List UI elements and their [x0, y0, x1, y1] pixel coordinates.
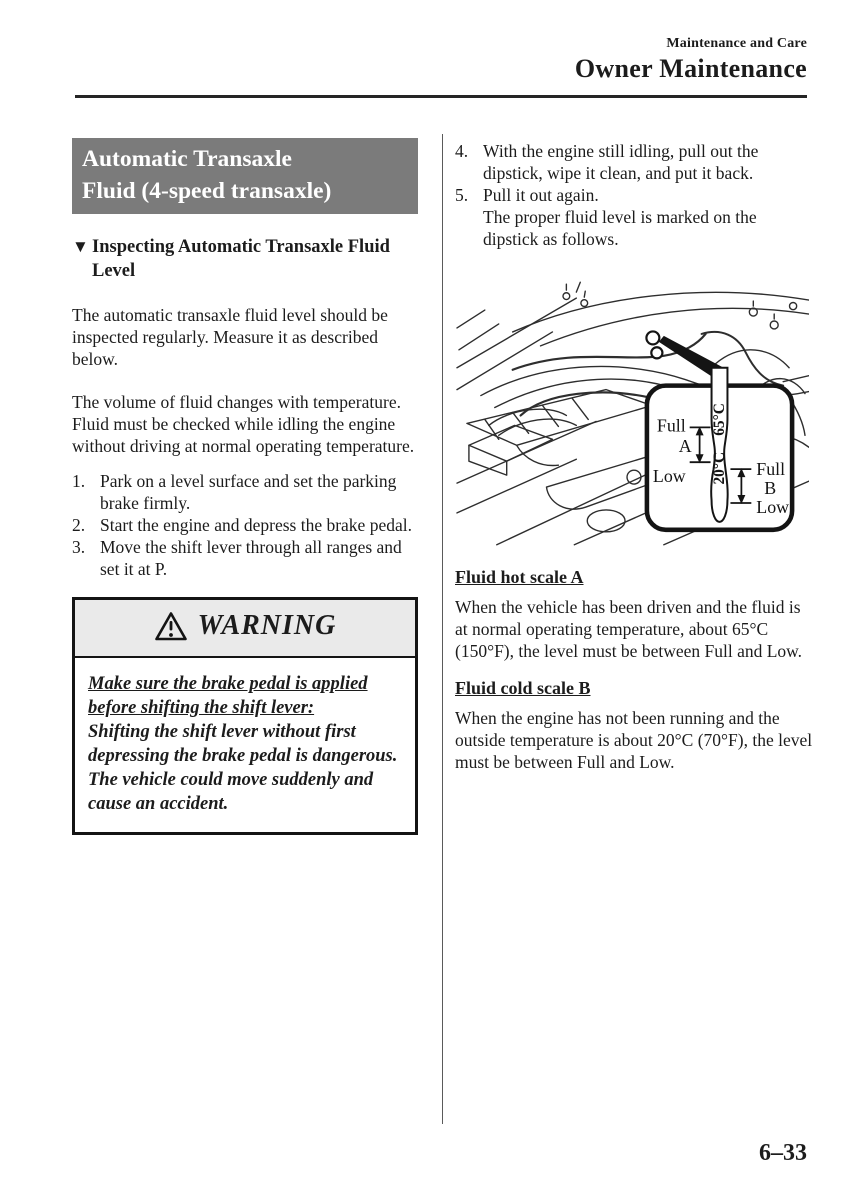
cold-temp-label: 20°C [711, 452, 729, 485]
fluid-hot-section [455, 567, 813, 662]
paragraph: The automatic transaxle fluid level should be inspected regularly. Measure it as described below. [72, 304, 388, 369]
warning-box [72, 597, 418, 835]
warning-triangle-icon [154, 611, 188, 642]
step-number: 2. [72, 515, 86, 535]
step-continuation-text: The proper fluid level is marked on the dipstick as follows. [483, 207, 757, 250]
topic-title-banner [72, 138, 418, 214]
list-item [72, 514, 418, 536]
section-heading [72, 236, 418, 282]
scale-a-label: A [678, 436, 692, 457]
warning-title: WARNING [197, 610, 337, 642]
step-text: Park on a level surface and set the parking brake firmly. [100, 470, 397, 513]
hot-temp-label: 65°C [711, 403, 729, 437]
header-rule [75, 95, 807, 98]
fluid-cold-text: When the engine has not been running and the outside temperature is about 20°C (70°F), the level must be between Full and Low. [455, 708, 813, 773]
fluid-cold-heading: Fluid cold scale B [455, 678, 591, 699]
fluid-hot-text: When the vehicle has been driven and the fluid is at normal operating temperature, about 65°C (150°F), the level must be between Full and Low. [455, 597, 803, 662]
paragraph: The volume of fluid changes with temperature. Fluid must be checked while idling the engine without driving at normal operating temperature. [72, 391, 415, 456]
step-number: 4. [455, 141, 469, 161]
step-text: Move the shift lever through all ranges and set it at P. [100, 537, 402, 580]
step-number: 3. [72, 537, 86, 558]
engine-diagram-figure [455, 270, 813, 551]
chapter-label: Maintenance and Care [666, 36, 807, 51]
step-text: Pull it out again. [483, 185, 599, 206]
fluid-hot-heading: Fluid hot scale A [455, 567, 584, 588]
steps-list-4-5 [455, 140, 813, 250]
low-b-label: Low [756, 497, 790, 518]
engine-bay-line-art [455, 270, 809, 546]
column-divider [442, 134, 443, 1124]
steps-list-1-3 [72, 470, 418, 580]
left-column [72, 138, 418, 835]
step-text: Start the engine and depress the brake pedal. [100, 515, 412, 535]
low-a-label: Low [652, 466, 686, 487]
section-heading-text: Inspecting Automatic Transaxle Fluid Level [92, 237, 390, 281]
topic-title-line1: Automatic Transaxle [82, 146, 292, 172]
step-number: 1. [72, 470, 86, 491]
page-title: Owner Maintenance [574, 54, 807, 83]
page-number: 6–33 [759, 1140, 807, 1166]
topic-title-line2: Fluid (4-speed transaxle) [82, 178, 332, 205]
fluid-cold-section [455, 678, 813, 773]
list-item [72, 470, 418, 514]
step-number: 5. [455, 185, 469, 206]
full-a-label: Full [656, 415, 686, 436]
list-item [455, 140, 813, 184]
dipstick-blade [711, 368, 728, 522]
warning-lead-text: Make sure the brake pedal is applied before shifting the shift lever: [88, 673, 368, 718]
scale-b-label: B [764, 478, 777, 499]
list-item [72, 536, 418, 580]
warning-header [75, 600, 415, 658]
warning-body [75, 658, 415, 832]
right-column [455, 140, 813, 774]
triangle-marker-icon: ▼ [72, 237, 89, 257]
warning-body-text: Shifting the shift lever without first depressing the brake pedal is dangerous. The vehicle could move suddenly and cause an accident. [88, 721, 398, 814]
full-b-label: Full [756, 459, 786, 480]
dipstick-location-marker [646, 332, 662, 359]
list-item [455, 184, 813, 206]
page-header [75, 36, 807, 84]
step-text: With the engine still idling, pull out the dipstick, wipe it clean, and put it back. [483, 141, 759, 184]
